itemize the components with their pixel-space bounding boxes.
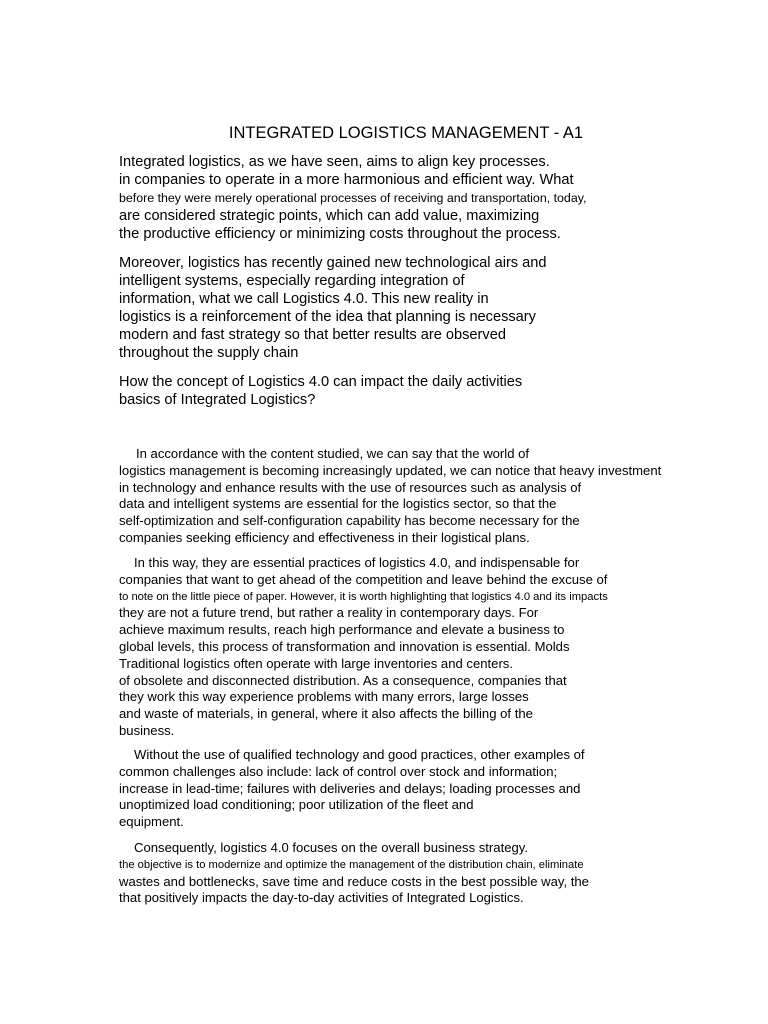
intro-paragraph: [119, 254, 547, 362]
text-line: companies that want to get ahead of the competition and leave behind the excuse of: [119, 571, 608, 587]
text-line: in companies to operate in a more harmonious and efficient way. What: [119, 172, 574, 188]
text-line: In accordance with the content studied, we can say that the world of: [136, 446, 530, 461]
document-title: INTEGRATED LOGISTICS MANAGEMENT - A1: [228, 124, 584, 142]
text-line: throughout the supply chain: [119, 345, 299, 361]
text-line: of obsolete and disconnected distribution. As a consequence, companies that: [119, 672, 567, 688]
text-line: they are not a future trend, but rather a reality in contemporary days. For: [119, 605, 539, 621]
text-line: Moreover, logistics has recently gained new technological airs and: [119, 255, 547, 271]
text-line: logistics is a reinforcement of the idea that planning is necessary: [119, 309, 536, 325]
text-line: in technology and enhance results with the use of resources such as analysis of: [119, 479, 582, 495]
text-line: that positively impacts the day-to-day activities of Integrated Logistics.: [119, 890, 524, 906]
text-line: companies seeking efficiency and effectiveness in their logistical plans.: [119, 529, 530, 545]
text-line: Consequently, logistics 4.0 focuses on the overall business strategy.: [134, 840, 528, 855]
text-line: are considered strategic points, which can add value, maximizing: [119, 208, 540, 224]
text-line: self-optimization and self-configuration capability has become necessary for the: [119, 513, 580, 529]
text-line: global levels, this process of transformation and innovation is essential. Molds: [119, 638, 570, 654]
text-line: the productive efficiency or minimizing costs throughout the process.: [119, 226, 561, 242]
intro-paragraph: [119, 153, 586, 243]
text-line: and waste of materials, in general, where it also affects the billing of the: [119, 706, 533, 722]
text-line: common challenges also include: lack of control over stock and information;: [119, 763, 558, 779]
text-line: basics of Integrated Logistics?: [119, 392, 316, 408]
answer-paragraph: [119, 555, 608, 740]
text-line: increase in lead-time; failures with deliveries and delays; loading processes and: [119, 780, 581, 796]
question-paragraph: [119, 373, 522, 409]
text-line: Traditional logistics often operate with large inventories and centers.: [119, 655, 513, 671]
answer-paragraph: [119, 446, 661, 547]
text-line: In this way, they are essential practices of logistics 4.0, and indispensable for: [134, 555, 580, 570]
text-line: modern and fast strategy so that better results are observed: [119, 327, 506, 343]
text-line: Integrated logistics, as we have seen, aims to align key processes.: [119, 154, 550, 170]
text-line: intelligent systems, especially regarding integration of: [119, 273, 465, 289]
text-line: Without the use of qualified technology and good practices, other examples of: [134, 747, 585, 762]
text-line: achieve maximum results, reach high performance and elevate a business to: [119, 622, 565, 638]
text-line: business.: [119, 722, 175, 738]
text-line: information, what we call Logistics 4.0. This new reality in: [119, 291, 489, 307]
text-line: logistics management is becoming increasingly updated, we can notice that heavy investment: [119, 462, 662, 478]
text-line: data and intelligent systems are essential for the logistics sector, so that the: [119, 496, 557, 512]
text-line: to note on the little piece of paper. However, it is worth highlighting that logistics 4.0 and its impacts: [119, 590, 608, 603]
text-line: equipment.: [119, 814, 184, 830]
text-line: they work this way experience problems with many errors, large losses: [119, 689, 529, 705]
text-line: the objective is to modernize and optimize the management of the distribution chain, eliminate: [119, 858, 584, 871]
text-line: wastes and bottlenecks, save time and reduce costs in the best possible way, the: [119, 873, 589, 889]
text-line: unoptimized load conditioning; poor utilization of the fleet and: [119, 797, 474, 813]
answer-paragraph: [119, 747, 585, 831]
text-line: before they were merely operational processes of receiving and transportation, today,: [119, 191, 587, 205]
answer-paragraph: [119, 840, 589, 907]
text-line: How the concept of Logistics 4.0 can impact the daily activities: [119, 374, 523, 390]
